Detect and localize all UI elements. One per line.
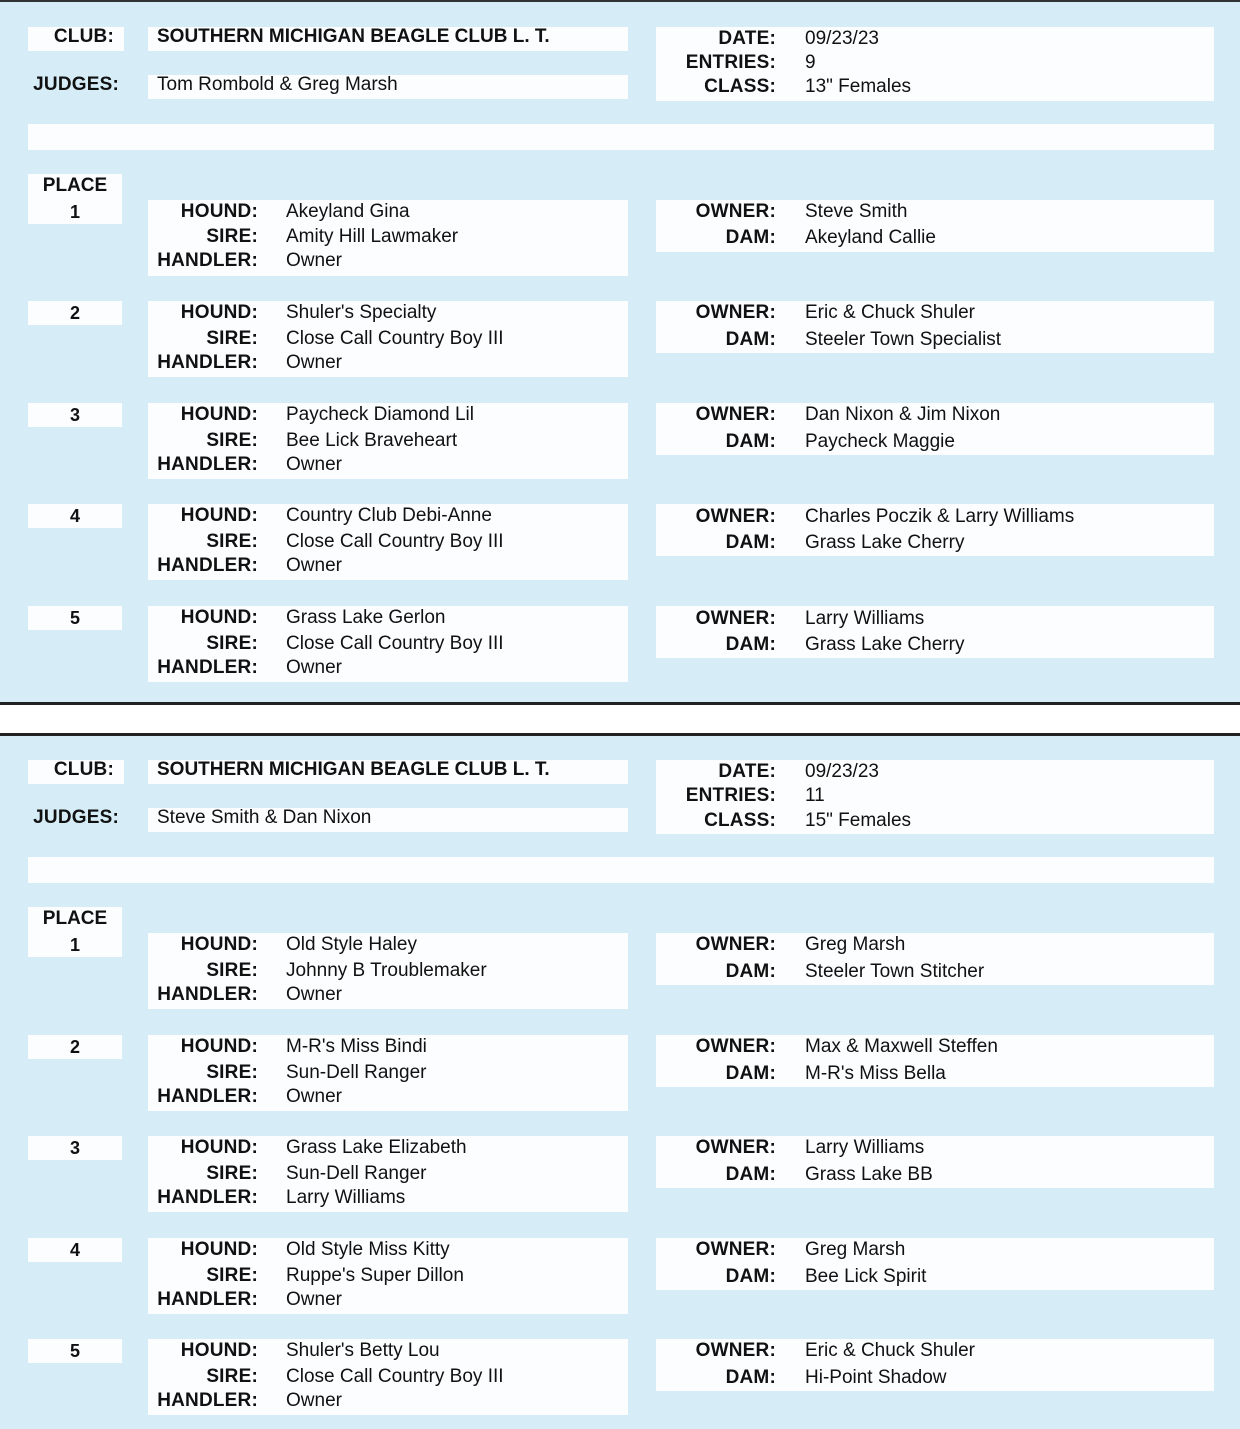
placement-2-hound: Shuler's Specialty [286,302,437,323]
placement-3-number: 3 [69,405,80,425]
dam-label: DAM: [725,227,776,248]
sire-label: SIRE: [206,328,258,349]
placement-2-sire: Sun-Dell Ranger [286,1062,427,1083]
owner-label: OWNER: [695,1340,776,1361]
results-card-15-females [0,733,1240,1429]
handler-label: HANDLER: [157,984,258,1005]
spacer-box [28,124,1214,150]
owner-label: OWNER: [695,404,776,425]
owner-label: OWNER: [695,201,776,222]
judges-value: Tom Rombold & Greg Marsh [157,74,398,95]
handler-label: HANDLER: [157,250,258,271]
placement-4-handler: Owner [286,555,342,576]
hound-label: HOUND: [180,505,258,526]
hound-label: HOUND: [180,302,258,323]
placement-2-handler: Owner [286,352,342,373]
hound-label: HOUND: [180,201,258,222]
sire-label: SIRE: [206,1265,258,1286]
placement-4-owner: Charles Poczik & Larry Williams [805,506,1075,527]
class-label: CLASS: [704,76,776,97]
handler-label: HANDLER: [157,1289,258,1310]
dam-label: DAM: [725,1367,776,1388]
results-card-13-females [0,0,1240,705]
placement-3-handler: Larry Williams [286,1187,406,1208]
placement-2-owner: Eric & Chuck Shuler [805,302,976,323]
judges-label: JUDGES: [33,807,119,828]
date-value: 09/23/23 [805,761,879,782]
placement-5-sire: Close Call Country Boy III [286,633,504,654]
owner-label: OWNER: [695,302,776,323]
owner-label: OWNER: [695,934,776,955]
dam-label: DAM: [725,1266,776,1287]
placement-2-number: 2 [69,303,80,323]
dam-label: DAM: [725,532,776,553]
placement-3-owner: Larry Williams [805,1137,925,1158]
judges-value: Steve Smith & Dan Nixon [157,807,372,828]
placement-5-handler: Owner [286,1390,342,1411]
placement-3-owner: Dan Nixon & Jim Nixon [805,404,1001,425]
owner-label: OWNER: [695,1036,776,1057]
placement-2-sire: Close Call Country Boy III [286,328,504,349]
place-header: PLACE [42,175,108,196]
owner-label: OWNER: [695,506,776,527]
placement-4-owner: Greg Marsh [805,1239,906,1260]
sire-label: SIRE: [206,531,258,552]
placement-4-dam: Grass Lake Cherry [805,532,965,553]
placement-5-hound: Grass Lake Gerlon [286,607,446,628]
date-label: DATE: [718,28,776,49]
placement-1-dam: Akeyland Callie [805,227,936,248]
class-value: 13" Females [805,76,912,97]
placement-5-number: 5 [69,608,80,628]
placement-2-hound: M-R's Miss Bindi [286,1036,427,1057]
club-name: SOUTHERN MICHIGAN BEAGLE CLUB L. T. [157,26,550,47]
placement-5-owner: Larry Williams [805,608,925,629]
hound-label: HOUND: [180,934,258,955]
placement-3-sire: Sun-Dell Ranger [286,1163,427,1184]
placement-4-number: 4 [69,506,80,526]
dam-label: DAM: [725,1063,776,1084]
handler-label: HANDLER: [157,657,258,678]
placement-5-sire: Close Call Country Boy III [286,1366,504,1387]
sire-label: SIRE: [206,1163,258,1184]
sire-label: SIRE: [206,226,258,247]
placement-2-dam: M-R's Miss Bella [805,1063,946,1084]
placement-3-hound: Grass Lake Elizabeth [286,1137,467,1158]
handler-label: HANDLER: [157,454,258,475]
entries-label: ENTRIES: [685,785,776,806]
placement-2-owner: Max & Maxwell Steffen [805,1036,998,1057]
placement-1-number: 1 [69,202,80,222]
placement-4-sire: Close Call Country Boy III [286,531,504,552]
placement-3-handler: Owner [286,454,342,475]
placement-1-handler: Owner [286,984,342,1005]
club-label: CLUB: [53,759,114,780]
placement-5-dam: Grass Lake Cherry [805,634,965,655]
placement-2-dam: Steeler Town Specialist [805,329,1002,350]
entries-value: 9 [805,52,816,73]
placement-1-owner: Greg Marsh [805,934,906,955]
placement-1-sire: Johnny B Troublemaker [286,960,487,981]
date-value: 09/23/23 [805,28,879,49]
placement-4-dam: Bee Lick Spirit [805,1266,927,1287]
hound-label: HOUND: [180,404,258,425]
handler-label: HANDLER: [157,1187,258,1208]
class-label: CLASS: [704,810,776,831]
judges-label: JUDGES: [33,74,119,95]
club-name: SOUTHERN MICHIGAN BEAGLE CLUB L. T. [157,759,550,780]
placement-5-owner: Eric & Chuck Shuler [805,1340,976,1361]
placement-1-owner: Steve Smith [805,201,908,222]
owner-label: OWNER: [695,608,776,629]
spacer-box [28,857,1214,883]
placement-1-sire: Amity Hill Lawmaker [286,226,459,247]
placement-4-number: 4 [69,1240,80,1260]
hound-label: HOUND: [180,607,258,628]
placement-1-hound: Old Style Haley [286,934,417,955]
placement-4-hound: Country Club Debi-Anne [286,505,492,526]
date-label: DATE: [718,761,776,782]
placement-1-handler: Owner [286,250,342,271]
place-header: PLACE [42,908,108,929]
placement-2-number: 2 [69,1037,80,1057]
sire-label: SIRE: [206,960,258,981]
placement-2-handler: Owner [286,1086,342,1107]
club-label: CLUB: [53,26,114,47]
sire-label: SIRE: [206,1366,258,1387]
placement-5-handler: Owner [286,657,342,678]
placement-4-hound: Old Style Miss Kitty [286,1239,450,1260]
sire-label: SIRE: [206,1062,258,1083]
handler-label: HANDLER: [157,555,258,576]
placement-3-number: 3 [69,1138,80,1158]
placement-1-dam: Steeler Town Stitcher [805,961,985,982]
placement-3-dam: Grass Lake BB [805,1164,933,1185]
entries-label: ENTRIES: [685,52,776,73]
dam-label: DAM: [725,329,776,350]
sire-label: SIRE: [206,633,258,654]
sire-label: SIRE: [206,430,258,451]
placement-1-hound: Akeyland Gina [286,201,410,222]
handler-label: HANDLER: [157,1390,258,1411]
hound-label: HOUND: [180,1137,258,1158]
owner-label: OWNER: [695,1137,776,1158]
dam-label: DAM: [725,431,776,452]
placement-1-number: 1 [69,935,80,955]
dam-label: DAM: [725,634,776,655]
handler-label: HANDLER: [157,1086,258,1107]
hound-label: HOUND: [180,1340,258,1361]
placement-3-sire: Bee Lick Braveheart [286,430,458,451]
placement-5-dam: Hi-Point Shadow [805,1367,947,1388]
hound-label: HOUND: [180,1036,258,1057]
dam-label: DAM: [725,1164,776,1185]
placement-5-hound: Shuler's Betty Lou [286,1340,440,1361]
owner-label: OWNER: [695,1239,776,1260]
class-value: 15" Females [805,810,912,831]
placement-5-number: 5 [69,1341,80,1361]
placement-4-sire: Ruppe's Super Dillon [286,1265,464,1286]
placement-3-hound: Paycheck Diamond Lil [286,404,474,425]
entries-value: 11 [805,785,825,806]
placement-3-dam: Paycheck Maggie [805,431,955,452]
dam-label: DAM: [725,961,776,982]
hound-label: HOUND: [180,1239,258,1260]
placement-4-handler: Owner [286,1289,342,1310]
handler-label: HANDLER: [157,352,258,373]
